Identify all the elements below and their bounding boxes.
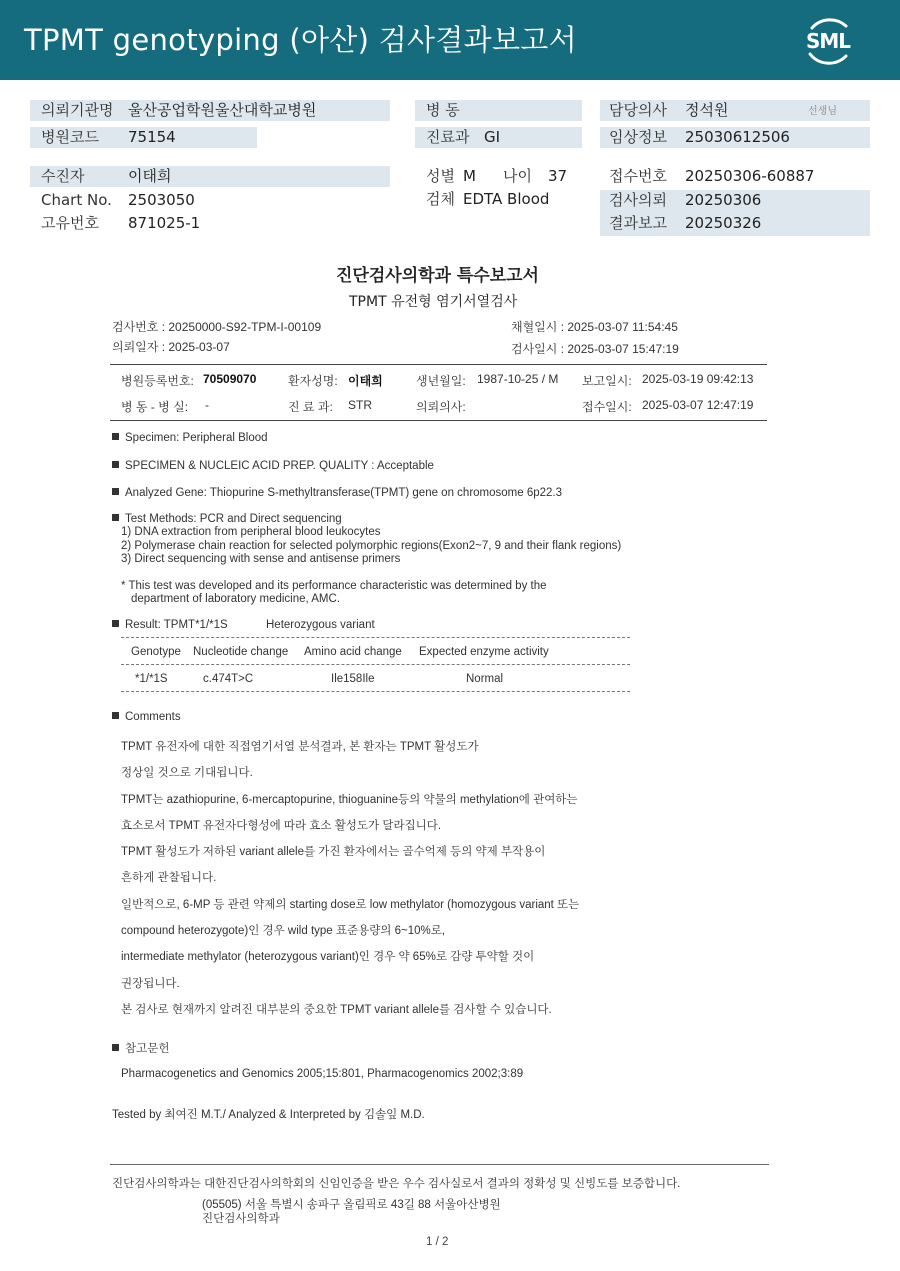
result-report-label: 결과보고	[609, 214, 667, 232]
references-text: Pharmacogenetics and Genomics 2005;15:801, Pharmacogenomics 2002;3:89	[121, 1068, 524, 1080]
divider-top	[110, 364, 767, 365]
exam-number: 검사번호 : 20250000-S92-TPM-I-00109	[112, 320, 322, 334]
bullet-icon	[112, 620, 119, 627]
patient-value: 이태희	[128, 167, 172, 185]
report-time-label: 보고일시:	[582, 374, 632, 388]
tested-by: Tested by 최여진 M.T./ Analyzed & Interpreted by 김솔잎 M.D.	[112, 1109, 425, 1121]
clinical-value: 25030612506	[685, 128, 790, 146]
page-number: 1 / 2	[426, 1236, 449, 1248]
note-line-1: * This test was developed and its performance characteristic was determined by the	[121, 580, 547, 592]
institution-value: 울산공업학원울산대학교병원	[128, 101, 317, 119]
comments-line	[112, 711, 181, 723]
comment-line: 정상일 것으로 기대됩니다.	[121, 767, 253, 779]
comment-line: 일반적으로, 6-MP 등 관련 약제의 starting dose로 low methylator (homozygous variant 또는	[121, 899, 580, 911]
sex-value: M	[463, 167, 476, 185]
bullet-icon	[112, 712, 119, 719]
report-title: 진단검사의학과 특수보고서	[336, 266, 539, 286]
report-dept-label: 진 료 과:	[288, 400, 333, 414]
col-enzyme: Expected enzyme activity	[419, 646, 549, 658]
age-value: 37	[548, 167, 568, 185]
doctor-suffix: 선생님	[808, 106, 837, 117]
dept-label: 진료과	[426, 128, 470, 146]
note-line-2: department of laboratory medicine, AMC.	[131, 593, 341, 605]
comments-title: Comments	[125, 711, 181, 723]
birth-value: 1987-10-25 / M	[477, 372, 559, 386]
hospital-code-label: 병원코드	[41, 128, 99, 146]
institution-label: 의뢰기관명	[41, 101, 114, 119]
report-dept-value: STR	[348, 398, 372, 412]
bullet-icon	[112, 514, 119, 521]
method-3: 3) Direct sequencing with sense and antisense primers	[121, 553, 401, 565]
reg-value: 70509070	[203, 372, 257, 386]
cell-nucleotide: c.474T>C	[203, 673, 254, 685]
references-title: 참고문헌	[125, 1043, 170, 1055]
result-report-value: 20250326	[685, 214, 762, 232]
table-divider	[121, 691, 630, 692]
name-value: 이태희	[348, 374, 383, 388]
footer-divider	[110, 1164, 769, 1165]
col-genotype: Genotype	[131, 646, 181, 658]
exam-time: 검사일시 : 2025-03-07 15:47:19	[511, 342, 679, 356]
comment-line: intermediate methylator (heterozygous variant)인 경우 약 65%로 감량 투약할 것이	[121, 951, 535, 963]
bullet-icon	[112, 488, 119, 495]
comment-line: 효소로서 TPMT 유전자다형성에 따라 효소 활성도가 달라집니다.	[121, 820, 442, 832]
specimen-line	[112, 432, 268, 444]
sex-label: 성별	[426, 167, 455, 185]
sml-logo	[800, 12, 856, 68]
quality-text: SPECIMEN & NUCLEIC ACID PREP. QUALITY : Acceptable	[125, 460, 434, 472]
birth-label: 생년월일:	[416, 374, 466, 388]
comment-line: 본 검사로 현재까지 알려진 대부분의 중요한 TPMT variant allele를 검사할 수 있습니다.	[121, 1004, 552, 1016]
bullet-icon	[112, 433, 119, 440]
ward-room-label: 병 동 - 병 실:	[121, 400, 189, 414]
specimen-value: EDTA Blood	[463, 190, 550, 208]
request-value: 20250306	[685, 191, 762, 209]
table-divider	[121, 637, 630, 638]
age-label: 나이	[503, 167, 532, 185]
collection-time: 채혈일시 : 2025-03-07 11:54:45	[511, 320, 678, 334]
ward-label: 병 동	[426, 101, 460, 119]
method-2: 2) Polymerase chain reaction for selected polymorphic regions(Exon2~7, 9 and their flank regions)	[121, 540, 622, 552]
col-nucleotide: Nucleotide change	[193, 646, 289, 658]
footer-address: (05505) 서울 특별시 송파구 올림픽로 43길 88 서울아산병원	[202, 1199, 501, 1211]
id-label: 고유번호	[41, 214, 99, 232]
ward-room-value: -	[205, 398, 209, 412]
report-doctor-label: 의뢰의사:	[416, 400, 466, 414]
quality-line	[112, 460, 434, 472]
comment-line: 흔하게 관찰됩니다.	[121, 872, 217, 884]
gene-text: Analyzed Gene: Thiopurine S-methyltransferase(TPMT) gene on chromosome 6p22.3	[125, 487, 563, 499]
receive-time-value: 2025-03-07 12:47:19	[642, 398, 754, 412]
reception-label: 접수번호	[609, 167, 667, 185]
chart-label: Chart No.	[41, 191, 112, 209]
bullet-icon	[112, 1044, 119, 1051]
cell-genotype: *1/*1S	[135, 673, 168, 685]
dept-value: GI	[484, 128, 501, 146]
bullet-icon	[112, 461, 119, 468]
col-amino-acid: Amino acid change	[304, 646, 402, 658]
id-value: 871025-1	[128, 214, 201, 232]
gene-line	[112, 487, 562, 499]
methods-title: Test Methods: PCR and Direct sequencing	[125, 513, 342, 525]
footer-certification: 진단검사의학과는 대한진단검사의학회의 신임인증을 받은 우수 검사실로서 결과의 정확성 및 신빙도를 보증합니다.	[112, 1178, 681, 1190]
table-divider	[121, 664, 630, 665]
reg-label: 병원등록번호:	[121, 374, 194, 388]
result-label: Result: TPMT*1/*1S	[125, 619, 228, 631]
references-line	[112, 1040, 169, 1056]
clinical-label: 임상정보	[609, 128, 667, 146]
comment-line: 권장됩니다.	[121, 978, 180, 990]
hospital-code-value: 75154	[128, 128, 176, 146]
reception-value: 20250306-60887	[685, 167, 815, 185]
result-variant: Heterozygous variant	[266, 619, 375, 631]
comment-line: TPMT 활성도가 저하된 variant allele를 가진 환자에서는 골수억제 등의 약제 부작용이	[121, 846, 546, 858]
specimen-label: 검체	[426, 190, 455, 208]
comment-line: TPMT 유전자에 대한 직접염기서열 분석결과, 본 환자는 TPMT 활성도가	[121, 741, 479, 753]
receive-time-label: 접수일시:	[582, 400, 632, 414]
divider-bottom	[110, 420, 767, 421]
methods-line	[112, 513, 342, 525]
specimen-text: Specimen: Peripheral Blood	[125, 432, 268, 444]
comment-line: compound heterozygote)인 경우 wild type 표준용량의 6~10%로,	[121, 925, 446, 937]
result-line	[112, 619, 228, 631]
name-label: 환자성명:	[288, 374, 338, 388]
cell-enzyme: Normal	[466, 673, 504, 685]
footer-department: 진단검사의학과	[202, 1213, 280, 1225]
comment-line: TPMT는 azathiopurine, 6-mercaptopurine, thioguanine등의 약물의 methylation에 관여하는	[121, 794, 578, 806]
method-1: 1) DNA extraction from peripheral blood leukocytes	[121, 526, 381, 538]
cell-amino-acid: Ile158Ile	[331, 673, 375, 685]
report-header	[0, 0, 900, 80]
doctor-label: 담당의사	[609, 101, 667, 119]
doctor-value: 정석원	[685, 101, 729, 119]
page-title: TPMT genotyping (아산) 검사결과보고서	[24, 23, 577, 57]
report-time-value: 2025-03-19 09:42:13	[642, 372, 754, 386]
chart-value: 2503050	[128, 191, 195, 209]
patient-label: 수진자	[41, 167, 85, 185]
report-subtitle: TPMT 유전형 염기서열검사	[349, 294, 518, 310]
request-label: 검사의뢰	[609, 191, 667, 209]
request-date: 의뢰일자 : 2025-03-07	[112, 340, 230, 354]
logo-text: SML	[805, 29, 851, 53]
